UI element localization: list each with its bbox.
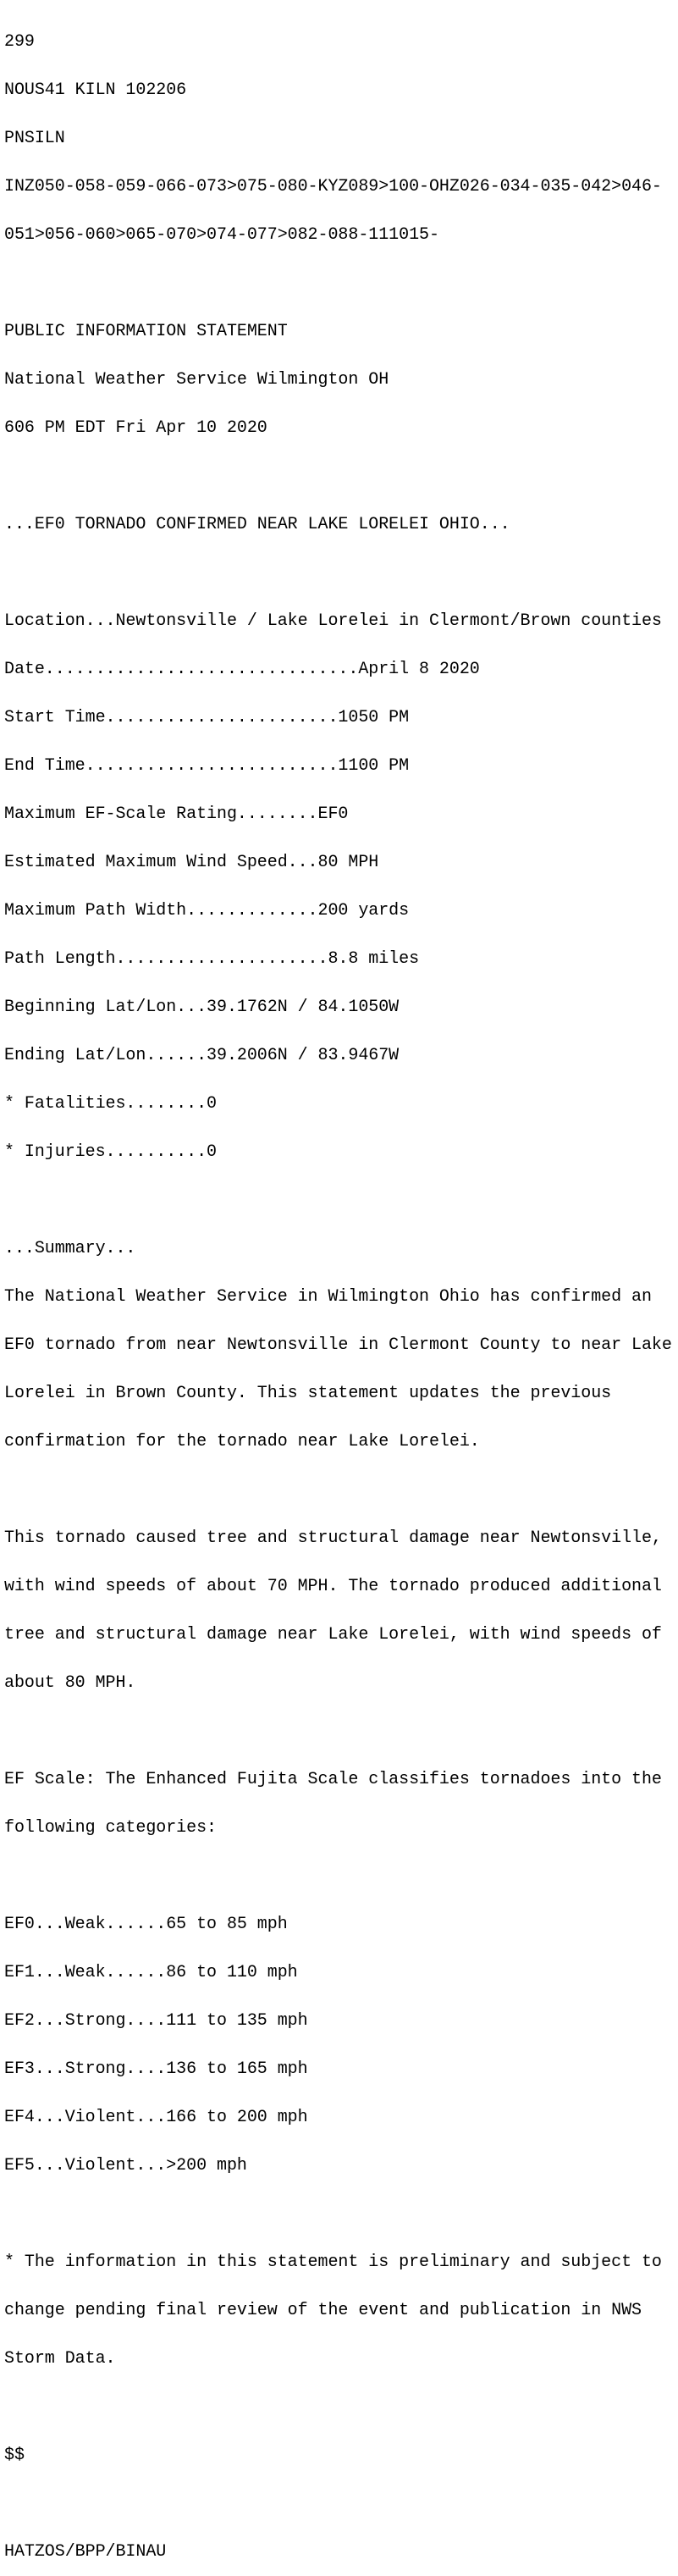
injuries-row: * Injuries..........0 [4,1142,217,1162]
blank-line [4,2206,678,2222]
path-width-row: Maximum Path Width.............200 yards [4,901,410,920]
blank-line [4,2399,678,2415]
end-marker: $$ [4,2446,25,2465]
blank-line [4,1192,678,1208]
zone-codes-line-2: 051>056-060>065-070>074-077>082-088-111015- [4,225,439,245]
path-length-row: Path Length.....................8.8 miles [4,949,420,969]
summary-text: confirmation for the tornado near Lake Lorelei. [4,1432,480,1451]
start-time-row: Start Time.......................1050 PM [4,708,410,727]
damage-text: about 80 MPH. [4,1673,136,1693]
summary-heading: ...Summary... [4,1239,136,1258]
blank-line [4,1723,678,1739]
ending-latlon-row: Ending Lat/Lon......39.2006N / 83.9467W [4,1046,400,1065]
damage-text: with wind speeds of about 70 MPH. The tornado produced additional [4,1577,662,1596]
ef-scale-row: EF0...Weak......65 to 85 mph [4,1915,288,1934]
headline: ...EF0 TORNADO CONFIRMED NEAR LAKE LORELEI OHIO... [4,515,510,534]
end-time-row: End Time.........................1100 PM [4,756,410,776]
blank-line [4,275,678,291]
issue-time: 606 PM EDT Fri Apr 10 2020 [4,418,267,438]
damage-text: This tornado caused tree and structural damage near Newtonsville, [4,1528,662,1548]
disclaimer-text: change pending final review of the event and publication in NWS [4,2301,642,2320]
summary-text: Lorelei in Brown County. This statement updates the previous [4,1384,612,1403]
blank-line [4,565,678,581]
disclaimer-text: * The information in this statement is preliminary and subject to [4,2253,662,2272]
product-number: 299 [4,32,35,52]
fatalities-row: * Fatalities........0 [4,1094,217,1114]
summary-text: EF0 tornado from near Newtonsville in Clermont County to near Lake [4,1335,672,1355]
date-row: Date...............................April 8 2020 [4,660,480,679]
location-row: Location...Newtonsville / Lake Lorelei in Clermont/Brown counties [4,611,662,631]
blank-line [4,1482,678,1498]
disclaimer-text: Storm Data. [4,2349,116,2369]
ef-scale-row: EF5...Violent...>200 mph [4,2156,247,2175]
blank-line [4,468,678,484]
blank-line [4,2496,678,2512]
zone-codes-line-1: INZ050-058-059-066-073>075-080-KYZ089>100-OHZ026-034-035-042>046- [4,177,662,196]
issuing-office: National Weather Service Wilmington OH [4,370,389,390]
ef-scale-intro: EF Scale: The Enhanced Fujita Scale classifies tornadoes into the [4,1770,662,1789]
ef-scale-row: EF4...Violent...166 to 200 mph [4,2108,308,2127]
statement-title: PUBLIC INFORMATION STATEMENT [4,322,288,341]
damage-text: tree and structural damage near Lake Lorelei, with wind speeds of [4,1625,662,1645]
summary-text: The National Weather Service in Wilmington Ohio has confirmed an [4,1287,652,1307]
ef-scale-row: EF1...Weak......86 to 110 mph [4,1963,298,1982]
wmo-header: NOUS41 KILN 102206 [4,80,187,100]
beginning-latlon-row: Beginning Lat/Lon...39.1762N / 84.1050W [4,998,400,1017]
ef-scale-row: EF3...Strong....136 to 165 mph [4,2059,308,2079]
blank-line [4,1868,678,1884]
ef-rating-row: Maximum EF-Scale Rating........EF0 [4,804,349,824]
awips-id: PNSILN [4,129,65,148]
ef-scale-row: EF2...Strong....111 to 135 mph [4,2011,308,2031]
ef-scale-intro: following categories: [4,1818,217,1838]
author-signature: HATZOS/BPP/BINAU [4,2542,167,2562]
wind-speed-row: Estimated Maximum Wind Speed...80 MPH [4,853,379,872]
